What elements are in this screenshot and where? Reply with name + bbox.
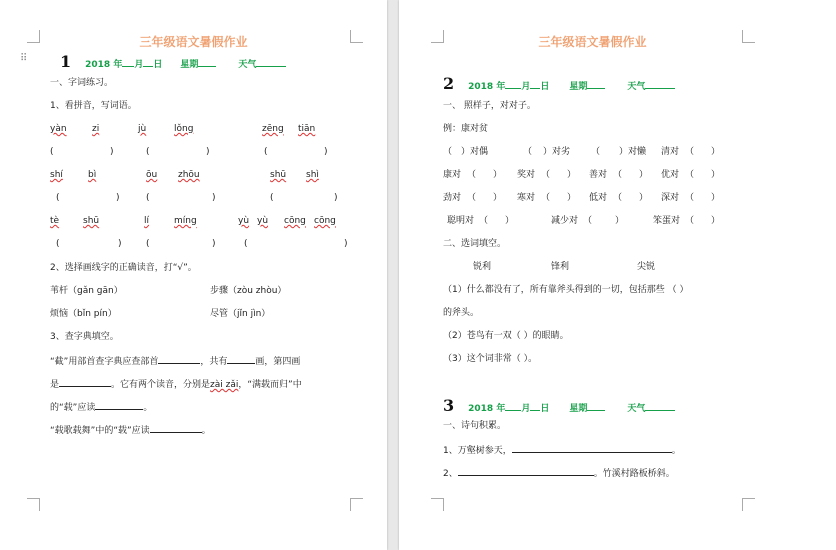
text: “截”用部首查字典应查部首 <box>50 357 159 367</box>
reading-choice[interactable]: 尽管（jǐn jìn） <box>210 309 271 319</box>
paren: （ <box>467 193 477 203</box>
weather-label: 天气 <box>627 404 646 414</box>
paren: （ <box>479 216 489 226</box>
couplet-row-4[interactable] <box>443 215 733 227</box>
weekday-blank[interactable] <box>198 57 216 67</box>
paren: ( <box>56 239 60 249</box>
weekday-blank[interactable] <box>587 401 605 411</box>
fill-sentence-3[interactable]: （3）这个词非常（ ）。 <box>443 354 538 364</box>
paren: ） <box>711 170 721 180</box>
pinyin-row-1 <box>50 123 350 135</box>
date-year: 2018 年 <box>85 60 123 70</box>
date-month: 月 <box>521 404 531 414</box>
pinyin-row-3 <box>50 215 350 227</box>
date-month: 月 <box>134 60 144 70</box>
answer-row-1[interactable] <box>50 146 350 158</box>
pinyin: lǒng <box>174 124 194 134</box>
paren: （ <box>613 193 623 203</box>
text: 1、万壑树参天， <box>443 446 512 456</box>
margin-mark-bottom-left <box>27 498 40 511</box>
text: 深对 <box>661 193 680 203</box>
text: 减少对 <box>551 216 579 226</box>
margin-mark-bottom-right <box>742 498 755 511</box>
day-blank[interactable] <box>530 401 540 411</box>
fill-blank[interactable] <box>458 466 594 476</box>
page-header: 三年级语文暑假作业 <box>538 35 647 49</box>
document-page-1 <box>0 0 387 550</box>
question-1: 1、看拼音，写词语。 <box>50 101 137 111</box>
weekday-label: 星期 <box>569 82 588 92</box>
paren: ( <box>50 147 54 157</box>
text: ）对懒 <box>619 147 647 157</box>
word-option: 锋利 <box>551 262 570 272</box>
text: 的“载”应读 <box>50 403 96 413</box>
weather-blank[interactable] <box>645 79 675 89</box>
paren: ） <box>639 170 649 180</box>
paren: （ <box>685 193 695 203</box>
paren: ( <box>146 193 150 203</box>
pinyin: cōng <box>284 216 306 226</box>
text: ）对劣 <box>543 147 571 157</box>
section-heading: 一、 照样子，对对子。 <box>443 101 536 111</box>
day-header-3 <box>443 396 675 416</box>
weekday-blank[interactable] <box>587 79 605 89</box>
paren: （ <box>541 170 551 180</box>
text: ）对偶 <box>461 147 489 157</box>
paren: ） <box>615 216 625 226</box>
pinyin: lí <box>144 216 150 226</box>
day-number: 2 <box>443 74 455 93</box>
day-header-1 <box>60 52 286 72</box>
pinyin: ōu <box>146 170 158 180</box>
dictionary-line-1 <box>50 354 300 368</box>
word-option: 尖锐 <box>637 262 656 272</box>
day-number: 1 <box>60 52 72 71</box>
weather-label: 天气 <box>238 60 257 70</box>
paren: （ <box>467 170 477 180</box>
month-blank[interactable] <box>505 401 521 411</box>
margin-mark-bottom-right <box>350 498 363 511</box>
weekday-label: 星期 <box>180 60 199 70</box>
section-heading: 二、选词填空。 <box>443 239 507 249</box>
date-year: 2018 年 <box>468 404 506 414</box>
date-day: 日 <box>540 404 550 414</box>
pinyin: shū <box>270 170 287 180</box>
fill-blank[interactable] <box>95 400 143 410</box>
day-blank[interactable] <box>143 57 153 67</box>
paren: ） <box>711 216 721 226</box>
text: 。 <box>671 446 681 456</box>
paren: ) <box>110 147 114 157</box>
pinyin: tè <box>50 216 60 226</box>
section-heading: 一、诗句积累。 <box>443 421 507 431</box>
weekday-label: 星期 <box>569 404 588 414</box>
month-blank[interactable] <box>122 57 134 67</box>
text: 画，第四画 <box>255 357 301 367</box>
paren: ) <box>116 193 120 203</box>
paren: ） <box>567 170 577 180</box>
pinyin-row-2 <box>50 169 350 181</box>
paren: ) <box>118 239 122 249</box>
pinyin: tiān <box>298 124 316 134</box>
paren: （ <box>685 170 695 180</box>
paren: （ <box>583 216 593 226</box>
reading-choice[interactable]: 苇杆（gǎn gān） <box>50 286 123 296</box>
fill-sentence-1[interactable]: （1）什么都没有了，所有靠斧头得到的一切，包括那些 （ ） <box>443 285 689 295</box>
fill-sentence-1-cont: 的斧头。 <box>443 308 480 318</box>
paren: ) <box>212 193 216 203</box>
paren: （ <box>443 147 453 157</box>
text: 聪明对 <box>447 216 475 226</box>
paren: ) <box>324 147 328 157</box>
fill-blank[interactable] <box>512 443 672 453</box>
paren: （ <box>541 193 551 203</box>
pinyin: zi <box>92 124 100 134</box>
couplet-row-1[interactable] <box>443 146 733 158</box>
text: 优对 <box>661 170 680 180</box>
paren: ) <box>206 147 210 157</box>
paren: （ <box>685 216 695 226</box>
text: 。 <box>201 426 211 436</box>
text: “载歌载舞”中的“载”应读 <box>50 426 150 436</box>
paren: ) <box>212 239 216 249</box>
document-page-2 <box>399 0 836 550</box>
paren: ( <box>146 239 150 249</box>
pinyin: shí <box>50 170 63 180</box>
month-blank[interactable] <box>505 79 521 89</box>
pinyin: zhōu <box>178 170 200 180</box>
poem-line-2 <box>443 466 675 480</box>
paren: ( <box>244 239 248 249</box>
text: ，共有 <box>200 357 228 367</box>
pinyin: zēng <box>262 124 284 134</box>
paren: ） <box>493 193 503 203</box>
fill-blank[interactable] <box>227 354 255 364</box>
paren: ） <box>567 193 577 203</box>
answer-row-3[interactable] <box>50 238 355 250</box>
paren: ( <box>146 147 150 157</box>
pinyin: yàn <box>50 124 67 134</box>
question-2: 2、选择画线字的正确读音，打“√”。 <box>50 263 197 273</box>
paren: ( <box>264 147 268 157</box>
paren: （ <box>591 147 601 157</box>
paren: ( <box>56 193 60 203</box>
fill-blank[interactable] <box>59 377 111 387</box>
text: 2、 <box>443 469 458 479</box>
dictionary-line-4 <box>50 423 211 437</box>
question-3: 3、查字典填空。 <box>50 332 119 342</box>
pinyin: míng <box>174 216 197 226</box>
text: 善对 <box>589 170 608 180</box>
pinyin: yù <box>238 216 250 226</box>
text: ，“满载而归”中 <box>238 380 302 390</box>
text: 奖对 <box>517 170 536 180</box>
paren: ) <box>334 193 338 203</box>
text: 是 <box>50 380 60 390</box>
reading-choice[interactable]: 步骤（zòu zhòu） <box>210 286 287 296</box>
paren: ) <box>344 239 348 249</box>
paren: （ <box>685 147 695 157</box>
text: 劲对 <box>443 193 462 203</box>
day-header-2 <box>443 74 675 94</box>
paren: ） <box>711 147 721 157</box>
word-option: 锐利 <box>473 262 492 272</box>
paren: ） <box>711 193 721 203</box>
pinyin: bì <box>88 170 97 180</box>
weather-label: 天气 <box>627 82 646 92</box>
fill-blank[interactable] <box>150 423 202 433</box>
fill-sentence-2[interactable]: （2）苍鸟有一双（ ）的眼睛。 <box>443 331 569 341</box>
pinyin: shū <box>83 216 100 226</box>
pinyin: shì <box>306 170 319 180</box>
paren: ） <box>639 193 649 203</box>
margin-mark-bottom-left <box>431 498 444 511</box>
day-number: 3 <box>443 396 455 415</box>
poem-line-1 <box>443 443 681 457</box>
dictionary-line-3 <box>50 400 152 414</box>
pinyin: jù <box>138 124 147 134</box>
answer-row-2[interactable] <box>50 192 350 204</box>
date-day: 日 <box>540 82 550 92</box>
weather-blank[interactable] <box>645 401 675 411</box>
move-handle-icon[interactable]: ⠿ <box>20 53 28 64</box>
text: 。 <box>143 403 153 413</box>
date-month: 月 <box>521 82 531 92</box>
section-heading: 一、字词练习。 <box>50 78 114 88</box>
dictionary-line-2 <box>50 377 302 391</box>
paren: （ <box>523 147 533 157</box>
page-header: 三年级语文暑假作业 <box>139 35 248 49</box>
reading-choice[interactable]: 烦恼（bǐn pín） <box>50 309 117 319</box>
paren: （ <box>613 170 623 180</box>
fill-blank[interactable] <box>158 354 200 364</box>
pinyin: yù <box>257 216 269 226</box>
text: 寒对 <box>517 193 536 203</box>
example-text: 例：康对贫 <box>443 124 489 134</box>
text: 清对 <box>661 147 680 157</box>
date-day: 日 <box>153 60 163 70</box>
pinyin: zài zǎi <box>210 380 239 390</box>
text: 笨蛋对 <box>653 216 681 226</box>
weather-blank[interactable] <box>256 57 286 67</box>
pinyin: cōng <box>314 216 336 226</box>
text: 低对 <box>589 193 608 203</box>
date-year: 2018 年 <box>468 82 506 92</box>
couplet-row-2[interactable] <box>443 169 733 181</box>
day-blank[interactable] <box>530 79 540 89</box>
text: 。竹溪村路板桥斜。 <box>593 469 675 479</box>
text: 。它有两个读音，分别是 <box>111 380 211 390</box>
paren: ( <box>270 193 274 203</box>
paren: ） <box>505 216 515 226</box>
paren: ） <box>493 170 503 180</box>
couplet-row-3[interactable] <box>443 192 733 204</box>
text: 康对 <box>443 170 462 180</box>
